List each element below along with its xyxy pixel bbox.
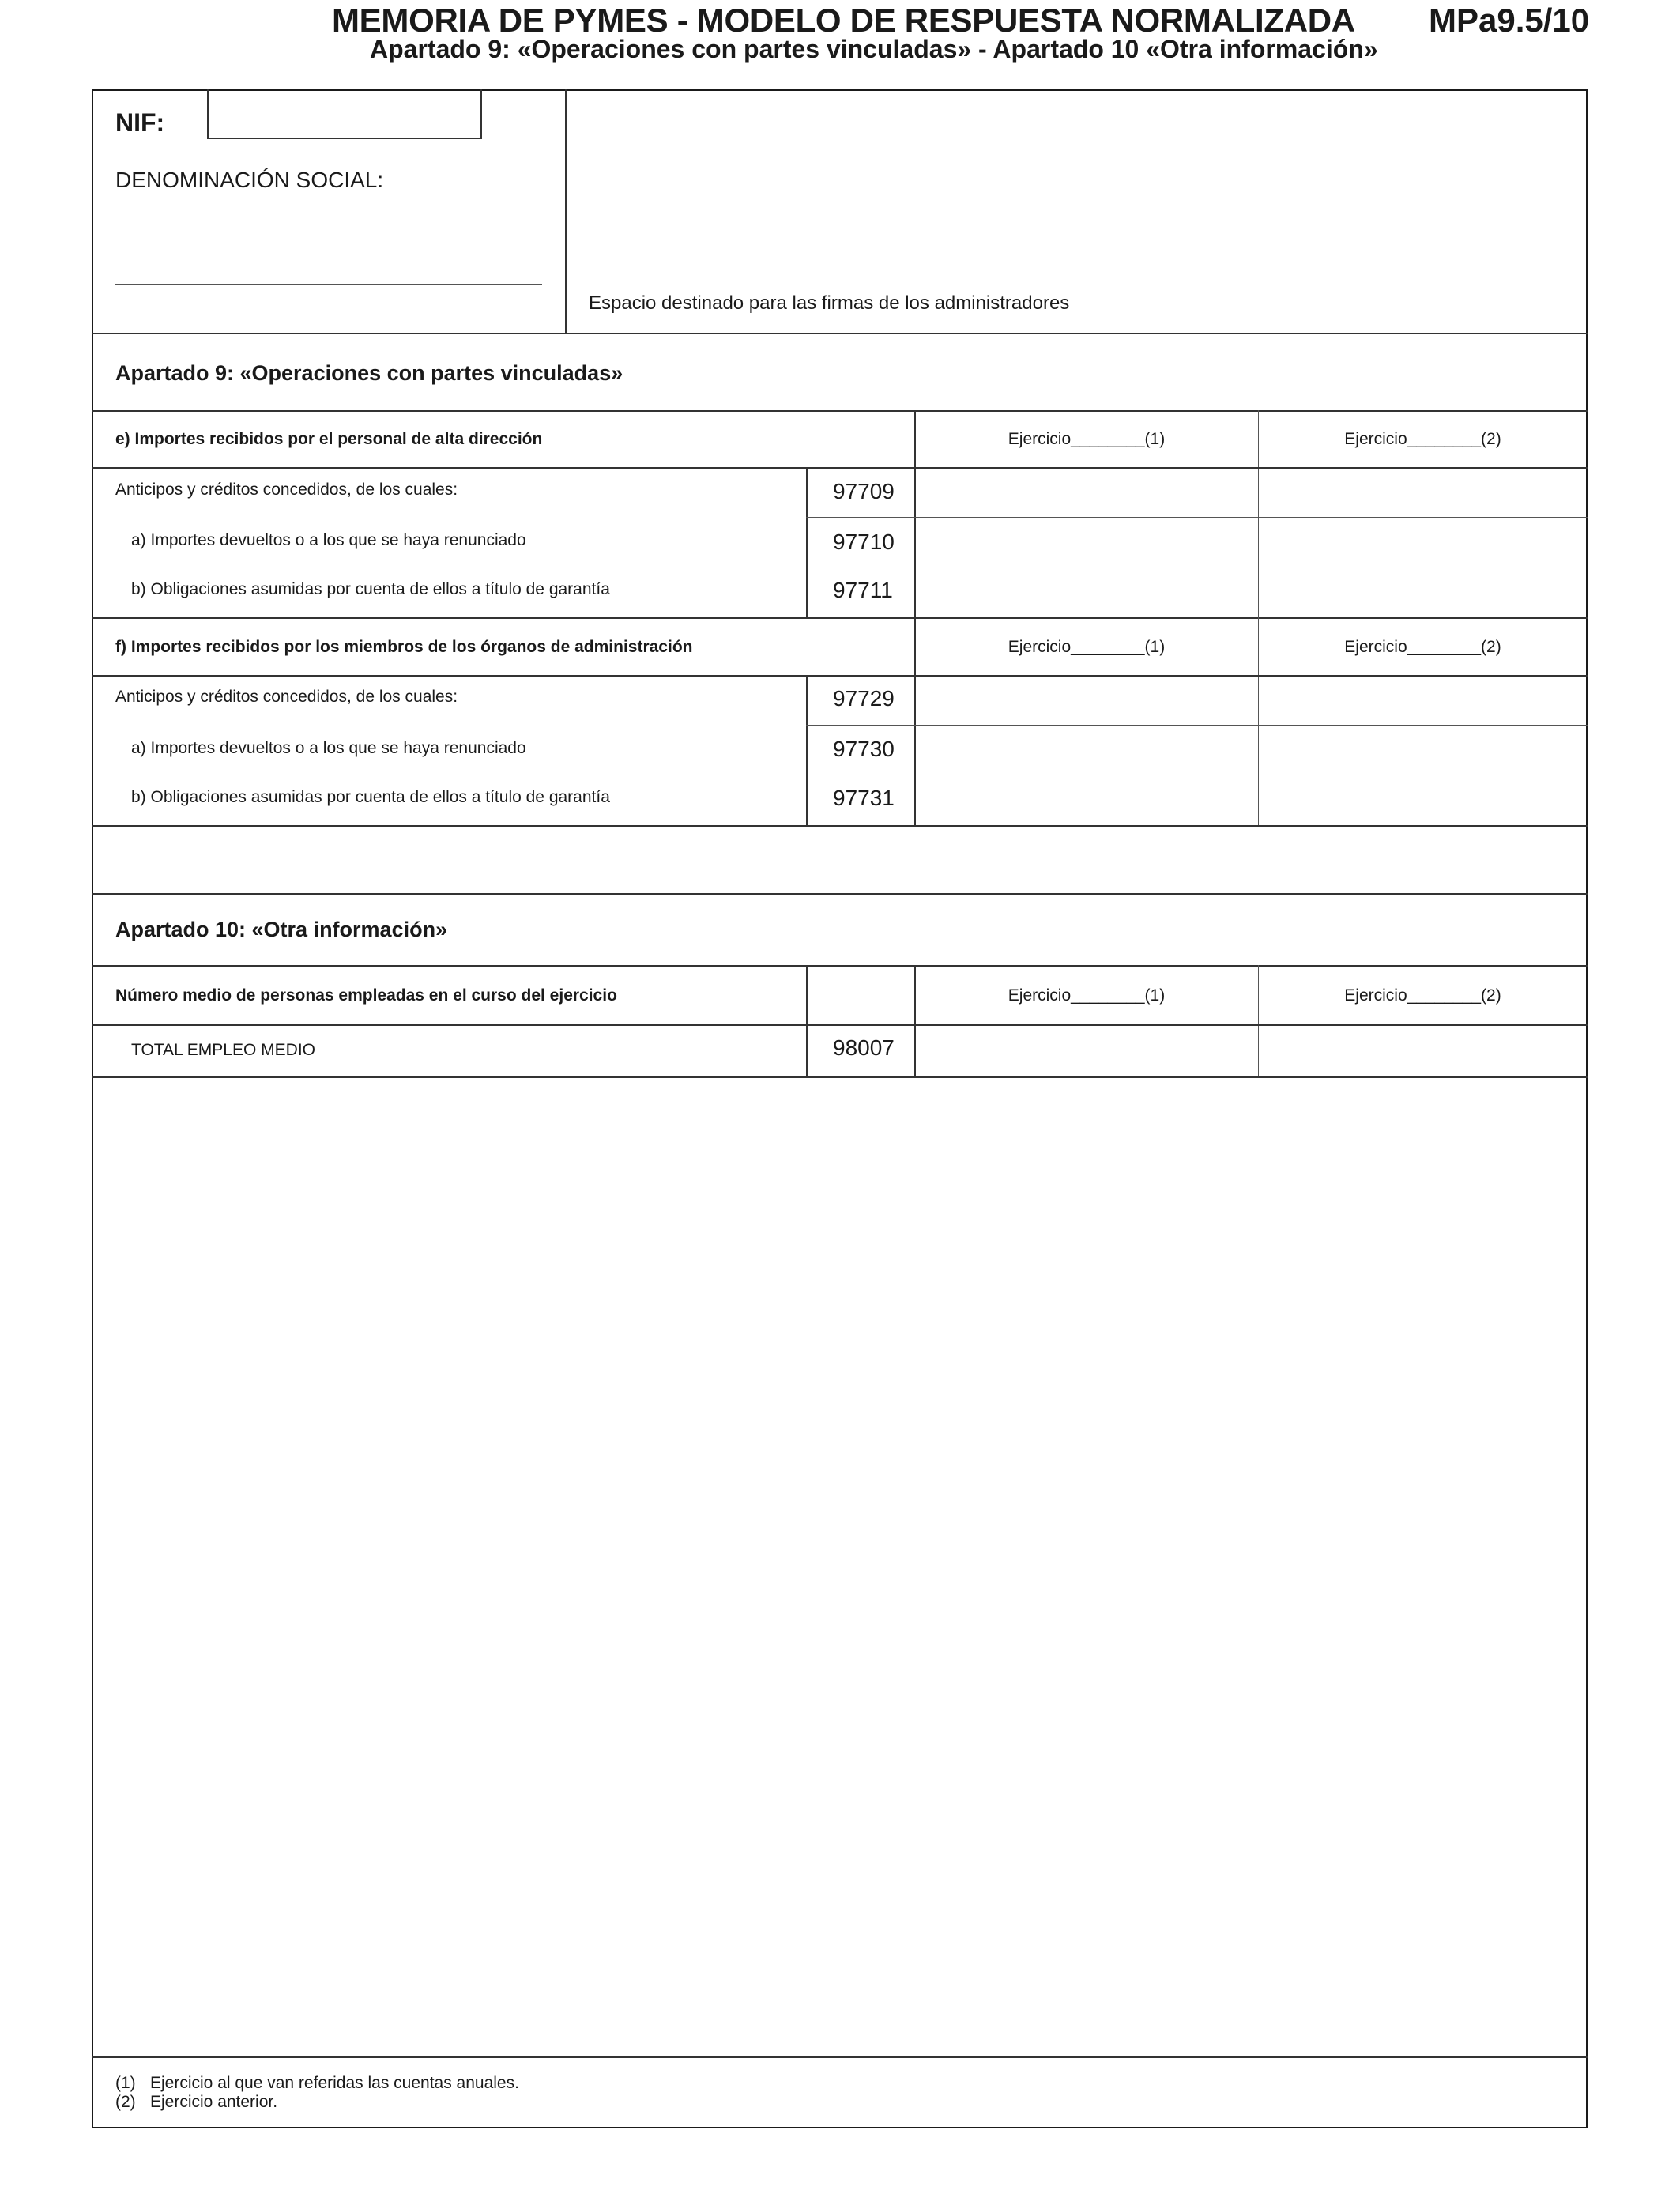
row-code: 97710 xyxy=(833,530,895,554)
divider xyxy=(92,825,1588,827)
apartado10-heading: Número medio de personas empleadas en el curso del ejercicio xyxy=(115,986,617,1005)
row-divider xyxy=(806,517,1588,518)
apartado9-title: Apartado 9: «Operaciones con partes vinculadas» xyxy=(115,361,623,385)
code-divider xyxy=(806,675,808,825)
row-code: 97711 xyxy=(833,578,893,602)
page-subtitle: Apartado 9: «Operaciones con partes vinculadas» - Apartado 10 «Otra información» xyxy=(370,35,1378,63)
col-divider xyxy=(1258,617,1259,825)
value-cell[interactable] xyxy=(916,1026,1257,1075)
notes-area[interactable] xyxy=(93,1078,1586,2055)
apartado10-col2: Ejercicio________(2) xyxy=(1344,986,1501,1005)
total-code: 98007 xyxy=(833,1035,895,1060)
value-cell[interactable] xyxy=(916,568,1257,616)
value-cell[interactable] xyxy=(916,677,1257,724)
nif-label: NIF: xyxy=(115,108,165,137)
code-divider xyxy=(806,965,808,1076)
col-divider xyxy=(1258,965,1259,1076)
footnote-text: Ejercicio anterior. xyxy=(150,2093,278,2111)
value-cell[interactable] xyxy=(916,776,1257,824)
signature-space-label: Espacio destinado para las firmas de los administradores xyxy=(589,292,1070,314)
form-code: MPa9.5/10 xyxy=(1429,2,1590,39)
table-row-label: a) Importes devueltos o a los que se haya renunciado xyxy=(131,739,526,757)
table-row-label: Anticipos y créditos concedidos, de los cuales: xyxy=(115,688,458,706)
footnote-number: (2) xyxy=(115,2093,136,2111)
value-cell[interactable] xyxy=(1260,518,1587,566)
table-row-label: a) Importes devueltos o a los que se haya renunciado xyxy=(131,531,526,549)
value-cell[interactable] xyxy=(916,726,1257,774)
divider xyxy=(92,410,1588,412)
footnote-text: Ejercicio al que van referidas las cuentas anuales. xyxy=(150,2074,519,2092)
value-cell[interactable] xyxy=(1260,1026,1587,1075)
row-code: 97730 xyxy=(833,737,895,761)
value-cell[interactable] xyxy=(1260,677,1587,724)
footnote-number: (1) xyxy=(115,2074,136,2092)
apartado10-title: Apartado 10: «Otra información» xyxy=(115,918,448,941)
row-code: 97709 xyxy=(833,479,895,503)
row-divider xyxy=(806,725,1588,726)
page-title: MEMORIA DE PYMES - MODELO DE RESPUESTA NORMALIZADA xyxy=(332,2,1355,39)
nif-field[interactable] xyxy=(207,89,482,139)
divider xyxy=(92,965,1588,967)
signature-area[interactable] xyxy=(567,91,1586,331)
table-row-label: b) Obligaciones asumidas por cuenta de ellos a título de garantía xyxy=(131,788,610,806)
value-cell[interactable] xyxy=(1260,726,1587,774)
section-f-col1: Ejercicio________(1) xyxy=(1008,638,1166,656)
row-code: 97731 xyxy=(833,786,895,810)
section-e-heading: e) Importes recibidos por el personal de alta dirección xyxy=(115,430,543,448)
section-e-col2: Ejercicio________(2) xyxy=(1344,430,1501,448)
divider xyxy=(92,893,1588,895)
value-cell[interactable] xyxy=(1260,469,1587,516)
value-cell[interactable] xyxy=(1260,568,1587,616)
section-f-col2: Ejercicio________(2) xyxy=(1344,638,1501,656)
apartado10-col1: Ejercicio________(1) xyxy=(1008,986,1166,1005)
col-divider xyxy=(1258,410,1259,617)
value-cell[interactable] xyxy=(916,518,1257,566)
divider xyxy=(92,333,1588,334)
denominacion-line-2[interactable] xyxy=(115,284,542,285)
divider xyxy=(92,2056,1588,2058)
value-cell[interactable] xyxy=(916,469,1257,516)
section-e-col1: Ejercicio________(1) xyxy=(1008,430,1166,448)
total-label: TOTAL EMPLEO MEDIO xyxy=(131,1041,315,1059)
code-divider xyxy=(806,467,808,617)
table-row-label: Anticipos y créditos concedidos, de los cuales: xyxy=(115,481,458,499)
row-code: 97729 xyxy=(833,686,895,711)
value-cell[interactable] xyxy=(1260,776,1587,824)
section-f-heading: f) Importes recibidos por los miembros de los órganos de administración xyxy=(115,638,693,656)
denominacion-label: DENOMINACIÓN SOCIAL: xyxy=(115,168,384,192)
divider xyxy=(92,617,1588,619)
table-row-label: b) Obligaciones asumidas por cuenta de ellos a título de garantía xyxy=(131,580,610,598)
